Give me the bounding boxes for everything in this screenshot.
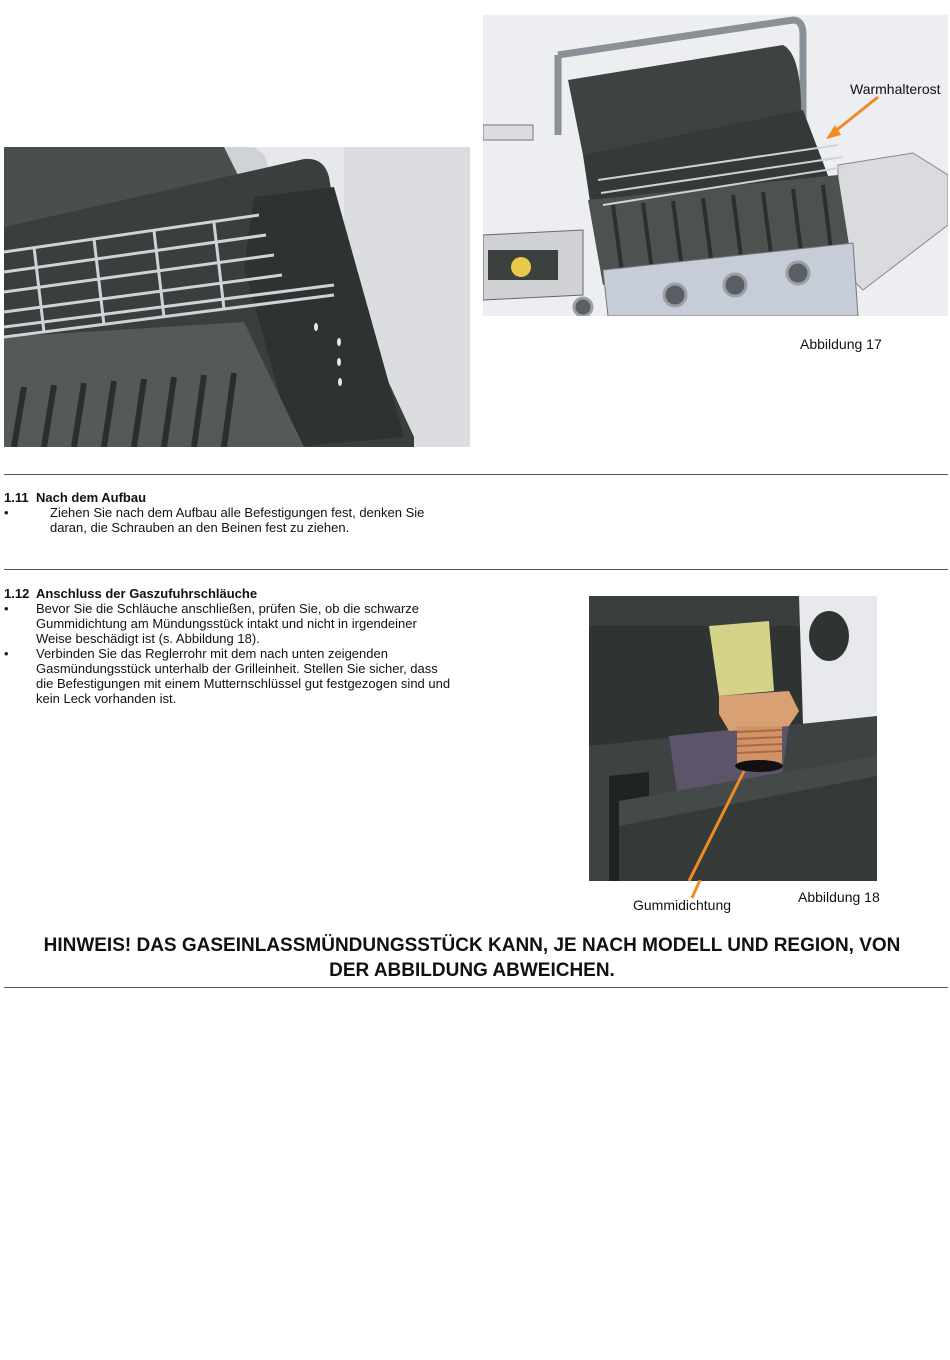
figure-18-caption: Abbildung 18: [798, 889, 880, 905]
bullet-dot: •: [4, 646, 9, 661]
bullet-text: Ziehen Sie nach dem Aufbau alle Befestigungen fest, denken Sie daran, die Schrauben an den Beinen fest zu ziehen.: [50, 505, 425, 535]
grill-overview-illustration: [483, 15, 948, 316]
grill-overview-figure: [483, 15, 948, 316]
section-1-12-title: [4, 586, 257, 601]
section-divider: [4, 569, 948, 570]
section-1-11-heading: Nach dem Aufbau: [36, 490, 147, 505]
section-divider: [4, 987, 948, 988]
section-1-12-number: 1.12: [4, 586, 30, 601]
grill-closeup-figure: [4, 147, 470, 447]
section-1-11-number: 1.11: [4, 490, 29, 505]
label-warmhalterost: Warmhalterost: [850, 81, 941, 97]
figure-17-caption: Abbildung 17: [800, 336, 882, 352]
gas-fitting-figure: [589, 596, 877, 881]
bullet-dot: •: [4, 505, 9, 520]
section-divider: [4, 474, 948, 475]
section-1-11-bullet: [4, 505, 464, 537]
section-1-12-heading: Anschluss der Gaszufuhrschläuche: [36, 586, 258, 601]
section-1-12-bullet: [4, 601, 474, 648]
label-gummidichtung: Gummidichtung: [633, 897, 732, 913]
section-1-12-bullet: [4, 646, 474, 708]
grill-closeup-illustration: [4, 147, 470, 447]
gas-fitting-illustration: [589, 596, 877, 881]
bullet-text: Bevor Sie die Schläuche anschließen, prüfen Sie, ob die schwarze Gummidichtung am Mündungsstück intakt und nicht in irgendeiner Weise beschädigt ist (s. Abbildung 18).: [36, 601, 419, 646]
bullet-dot: •: [4, 601, 9, 616]
bullet-text: Verbinden Sie das Reglerrohr mit dem nach unten zeigenden Gasmündungsstück unterhalb der Grilleinheit. Stellen Sie sicher, dass die Befestigungen mit einem Mutternschlüssel gut festgezogen sind und kein Leck vorhanden ist.: [36, 646, 451, 706]
notice-warning: HINWEIS! DAS GASEINLASSMÜNDUNGSSTÜCK KANN, JE NACH MODELL UND REGION, VON DER ABBILDUNG ABWEICHEN.: [43, 935, 901, 981]
section-1-11-title: [4, 490, 146, 505]
